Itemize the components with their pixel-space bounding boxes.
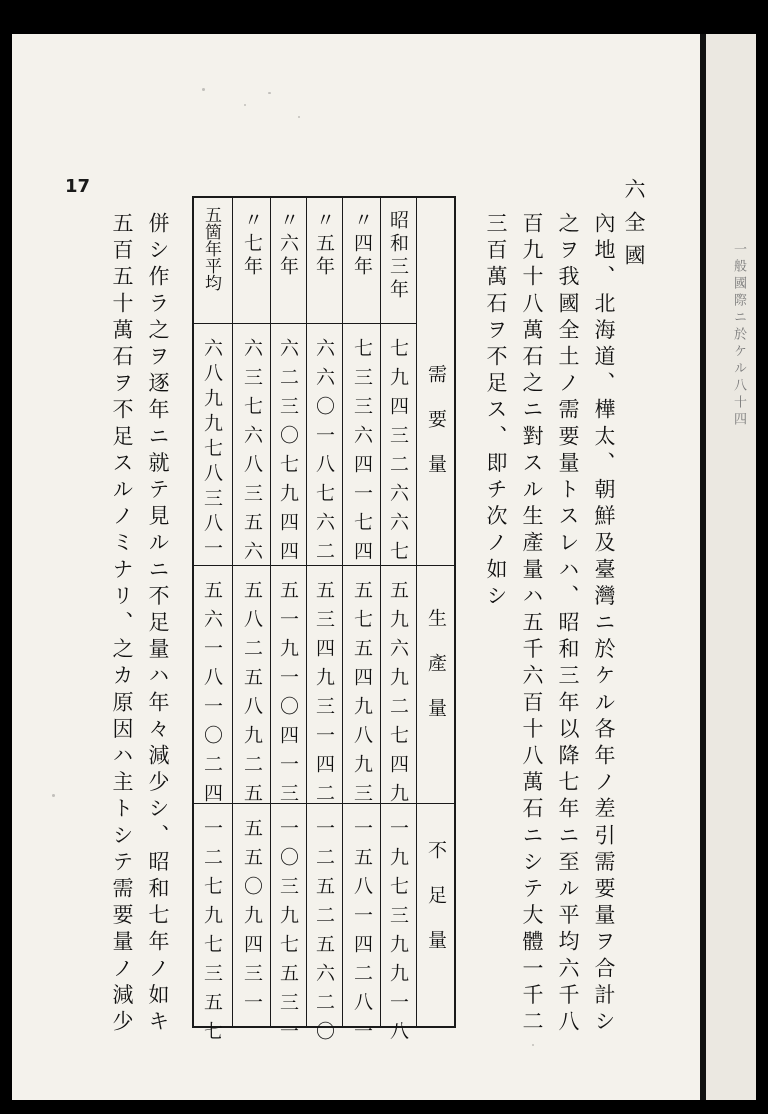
paragraph-line: 併シ作ラ之ヲ逐年ニ就テ見ルニ不足量ハ年々減少シ、昭和七年ノ如キ [146,212,170,1037]
supply-demand-table [192,196,456,1050]
row-year: 〃五年 [313,210,335,279]
shortage-cell: 一二七九七三五七 [201,818,223,1050]
production-cell: 五六一八一〇二四 [201,580,223,812]
shortage-cell: 五五〇九四三一 [241,818,263,1021]
header-production: 生產量 [425,608,447,743]
adjacent-page-strip [706,34,756,1100]
section-heading: 六全國 [622,178,646,277]
header-shortage: 不足量 [425,840,447,975]
demand-cell: 七九四三二六六七 [387,338,409,570]
row-year: 〃七年 [241,210,263,279]
demand-cell: 六二三〇七九四四 [277,338,299,570]
production-cell: 五八二五八九二五 [241,580,263,812]
demand-cell: 六三七六八三五六 [241,338,263,570]
production-cell: 五一九一〇四一三 [277,580,299,812]
shortage-cell: 一五八一四二八一 [351,818,373,1050]
shortage-cell: 一二五二五六二〇 [313,818,335,1050]
paragraph-line: 之ヲ我國全土ノ需要量トスレハ、昭和三年以降七年ニ至ル平均六千八 [556,212,580,1037]
demand-cell: 六六〇一八七六二 [313,338,335,570]
demand-cell: 六八九九七八三八一 [201,338,223,563]
paragraph-line: 三百萬石ヲ不足ス、即チ次ノ如シ [484,212,508,611]
page-number: 17 [65,176,91,197]
production-cell: 五九六九二七四九 [387,580,409,812]
header-demand: 需要量 [425,364,447,499]
row-year: 五箇年平均 [201,206,221,291]
paragraph-line: 五百五十萬石ヲ不足スルノミナリ、之カ原因ハ主トシテ需要量ノ減少 [110,212,134,1037]
row-year: 〃六年 [277,210,299,279]
shortage-cell: 一〇三九七五三一 [277,818,299,1050]
demand-cell: 七三三六四一七四 [351,338,373,570]
production-cell: 五七五四九八九三 [351,580,373,812]
row-year: 昭和三年 [387,210,409,302]
production-cell: 五三四九三一四二 [313,580,335,812]
row-year: 〃四年 [351,210,373,279]
adjacent-page-text: 一般國際ニ於ケル八十四 [731,242,746,429]
shortage-cell: 一九七三九九一八 [387,818,409,1050]
paragraph-line: 內地、北海道、樺太、朝鮮及臺灣ニ於ケル各年ノ差引需要量ヲ合計シ [592,212,616,1037]
paragraph-line: 百九十八萬石之ニ對スル生產量ハ五千六百十八萬石ニシテ大體一千二 [520,212,544,1037]
